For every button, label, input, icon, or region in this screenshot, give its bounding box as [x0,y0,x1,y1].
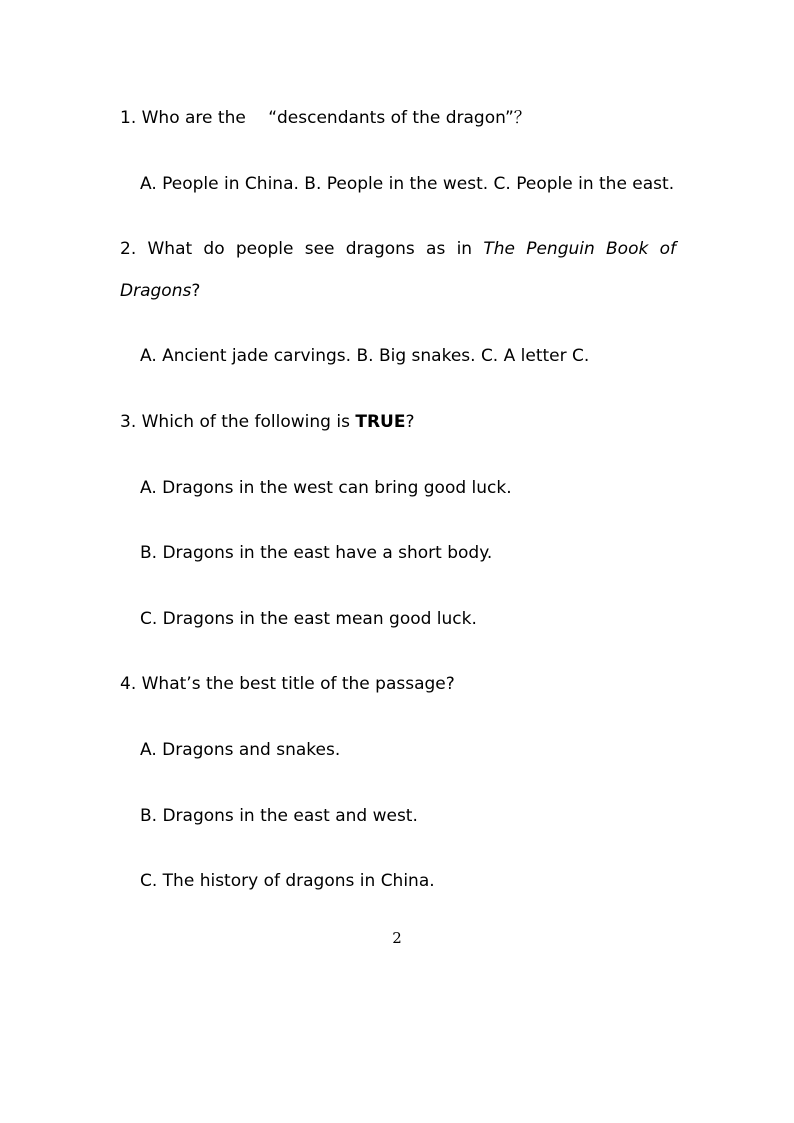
q2-title-word: The [483,239,515,259]
page-number: 2 [392,929,402,947]
question-3-option-a: A. Dragons in the west can bring good luck. [140,478,512,498]
q2-title-word: Penguin [526,239,595,259]
question-4-stem: 4. What’s the best title of the passage? [120,674,455,694]
question-2-stem-line-1 [120,238,676,260]
q3-stem-before: 3. Which of the following is [120,412,356,432]
question-1-stem: 1. Who are the “descendants of the dragon”？ [120,108,531,128]
question-2-stem-line-2 [120,280,200,302]
question-3-stem [120,411,415,433]
question-4-option-a: A. Dragons and snakes. [140,740,341,760]
q2-title-word: Book [606,239,649,259]
q2-word: dragons [345,239,415,259]
question-3-option-b: B. Dragons in the east have a short body. [140,543,493,563]
q2-title-cont: Dragons [120,281,192,301]
question-4-option-b: B. Dragons in the east and west. [140,806,418,826]
q2-word: 2. [120,239,137,259]
q2-word: What [147,239,193,259]
q2-word: people [235,239,294,259]
question-4-option-c: C. The history of dragons in China. [140,871,435,891]
q3-stem-bold: TRUE [355,412,406,432]
question-1-options: A. People in China. B. People in the west. C. People in the east. [140,174,675,194]
q2-word: see [304,239,335,259]
question-3-option-c: C. Dragons in the east mean good luck. [140,609,477,629]
q3-stem-after: ? [405,412,415,432]
q2-title-word: of [659,239,676,259]
question-2-options: A. Ancient jade carvings. B. Big snakes. C. A letter C. [140,346,590,366]
q2-word: do [203,239,225,259]
q2-stem-end: ? [191,281,201,301]
q2-word: in [456,239,473,259]
q2-word: as [426,239,446,259]
